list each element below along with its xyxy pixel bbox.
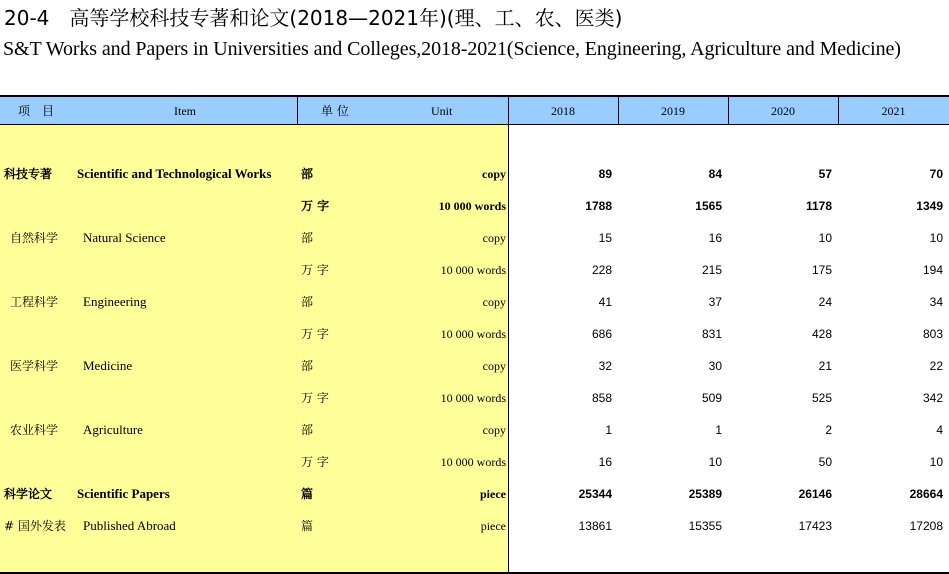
value-2021: 22 bbox=[929, 359, 943, 373]
value-2019: 30 bbox=[708, 359, 722, 373]
row-unit-cn: 部 bbox=[301, 295, 314, 309]
row-label-en: Medicine bbox=[83, 358, 133, 373]
value-2019: 215 bbox=[701, 263, 722, 277]
row-unit-cn: 万 字 bbox=[301, 391, 329, 405]
header-item-en: Item bbox=[174, 104, 196, 118]
value-2018: 89 bbox=[598, 167, 612, 181]
value-2018: 858 bbox=[591, 391, 612, 405]
value-2019: 831 bbox=[701, 327, 722, 341]
table-row bbox=[0, 254, 949, 286]
row-label-en: Agriculture bbox=[83, 422, 143, 437]
row-label-en: Scientific Papers bbox=[77, 486, 170, 501]
value-2018: 16 bbox=[598, 455, 612, 469]
header-unit-en: Unit bbox=[431, 104, 453, 118]
table-row bbox=[0, 222, 949, 254]
value-2019: 509 bbox=[701, 391, 722, 405]
row-label-cn: 科技专著 bbox=[4, 167, 53, 181]
value-2018: 41 bbox=[598, 295, 612, 309]
row-label-en: Natural Science bbox=[83, 230, 166, 245]
row-unit-en: 10 000 words bbox=[438, 199, 506, 213]
page-title-cn: 20-4 高等学校科技专著和论文(2018—2021年)(理、工、农、医类) bbox=[4, 6, 623, 30]
row-unit-cn: 部 bbox=[301, 359, 314, 373]
row-unit-cn: 万 字 bbox=[301, 199, 330, 213]
value-2018: 25344 bbox=[578, 487, 612, 501]
value-2021: 28664 bbox=[909, 487, 943, 501]
value-2018: 1 bbox=[605, 423, 612, 437]
header-year-2018: 2018 bbox=[551, 104, 575, 118]
row-unit-cn: 篇 bbox=[301, 487, 314, 501]
header-unit-cn: 单 位 bbox=[321, 104, 349, 118]
value-2019: 25389 bbox=[688, 487, 722, 501]
value-2021: 4 bbox=[936, 423, 943, 437]
table-row bbox=[0, 382, 949, 414]
value-2021: 342 bbox=[922, 391, 943, 405]
value-2018: 1788 bbox=[585, 199, 612, 213]
row-label-cn: # 国外发表 bbox=[4, 519, 66, 533]
value-2019: 1 bbox=[715, 423, 722, 437]
row-label-cn: 农业科学 bbox=[10, 423, 59, 437]
header-year-2020: 2020 bbox=[771, 104, 795, 118]
row-unit-en: copy bbox=[482, 167, 506, 181]
value-2020: 1178 bbox=[805, 199, 832, 213]
value-2020: 21 bbox=[818, 359, 832, 373]
row-label-cn: 科学论文 bbox=[4, 487, 53, 501]
table-row bbox=[0, 510, 949, 542]
value-2019: 84 bbox=[708, 167, 722, 181]
value-2018: 686 bbox=[591, 327, 612, 341]
value-2019: 10 bbox=[708, 455, 722, 469]
value-2018: 15 bbox=[598, 231, 612, 245]
value-2020: 17423 bbox=[798, 519, 832, 533]
value-2021: 803 bbox=[922, 327, 943, 341]
row-unit-en: 10 000 words bbox=[440, 263, 506, 277]
row-unit-cn: 部 bbox=[301, 423, 314, 437]
value-2020: 2 bbox=[825, 423, 832, 437]
table-row bbox=[0, 318, 949, 350]
value-2018: 228 bbox=[591, 263, 612, 277]
table-row bbox=[0, 414, 949, 446]
value-2019: 16 bbox=[708, 231, 722, 245]
value-2020: 175 bbox=[811, 263, 832, 277]
row-unit-cn: 万 字 bbox=[301, 263, 329, 277]
row-unit-cn: 万 字 bbox=[301, 455, 329, 469]
row-label-cn: 工程科学 bbox=[10, 295, 59, 309]
row-unit-en: 10 000 words bbox=[440, 455, 506, 469]
row-unit-cn: 篇 bbox=[301, 519, 314, 533]
value-2020: 26146 bbox=[798, 487, 832, 501]
value-2019: 37 bbox=[708, 295, 722, 309]
header-divider bbox=[297, 97, 298, 125]
header-year-2021: 2021 bbox=[881, 104, 906, 118]
row-label-cn: 自然科学 bbox=[10, 231, 59, 245]
row-unit-en: 10 000 words bbox=[440, 391, 506, 405]
table-row bbox=[0, 190, 949, 222]
row-unit-en: copy bbox=[482, 295, 506, 309]
table-row bbox=[0, 286, 949, 318]
value-2021: 34 bbox=[929, 295, 943, 309]
value-2021: 17208 bbox=[909, 519, 943, 533]
value-2021: 194 bbox=[922, 263, 943, 277]
value-2020: 24 bbox=[818, 295, 832, 309]
row-label-en: Engineering bbox=[83, 294, 147, 309]
row-label-en: Published Abroad bbox=[83, 518, 176, 533]
header-item-cn: 项 目 bbox=[18, 104, 55, 118]
value-2019: 1565 bbox=[695, 199, 722, 213]
table-row bbox=[0, 446, 949, 478]
row-label-en: Scientific and Technological Works bbox=[77, 166, 272, 181]
table-row bbox=[0, 350, 949, 382]
value-2020: 10 bbox=[818, 231, 832, 245]
value-2019: 15355 bbox=[688, 519, 722, 533]
row-unit-en: copy bbox=[482, 359, 506, 373]
value-2021: 10 bbox=[929, 231, 943, 245]
value-2021: 70 bbox=[929, 167, 943, 181]
row-unit-en: 10 000 words bbox=[440, 327, 506, 341]
row-label-cn: 医学科学 bbox=[10, 359, 59, 373]
page-title-en: S&T Works and Papers in Universities and Colleges,2018-2021(Science, Engineering, Agriculture and Medicine) bbox=[3, 38, 901, 60]
value-2021: 10 bbox=[929, 455, 943, 469]
value-2020: 525 bbox=[811, 391, 832, 405]
header-year-2019: 2019 bbox=[661, 104, 685, 118]
value-2018: 13861 bbox=[578, 519, 612, 533]
value-2020: 57 bbox=[818, 167, 832, 181]
value-2020: 428 bbox=[811, 327, 832, 341]
row-unit-en: piece bbox=[480, 487, 506, 501]
value-2020: 50 bbox=[818, 455, 832, 469]
table-row bbox=[0, 478, 949, 510]
value-2021: 1349 bbox=[916, 199, 943, 213]
row-unit-cn: 万 字 bbox=[301, 327, 329, 341]
row-unit-cn: 部 bbox=[301, 231, 314, 245]
table-row bbox=[0, 158, 949, 190]
row-unit-en: piece bbox=[480, 519, 506, 533]
row-unit-cn: 部 bbox=[301, 167, 314, 181]
row-unit-en: copy bbox=[482, 231, 506, 245]
row-unit-en: copy bbox=[482, 423, 506, 437]
value-2018: 32 bbox=[598, 359, 612, 373]
